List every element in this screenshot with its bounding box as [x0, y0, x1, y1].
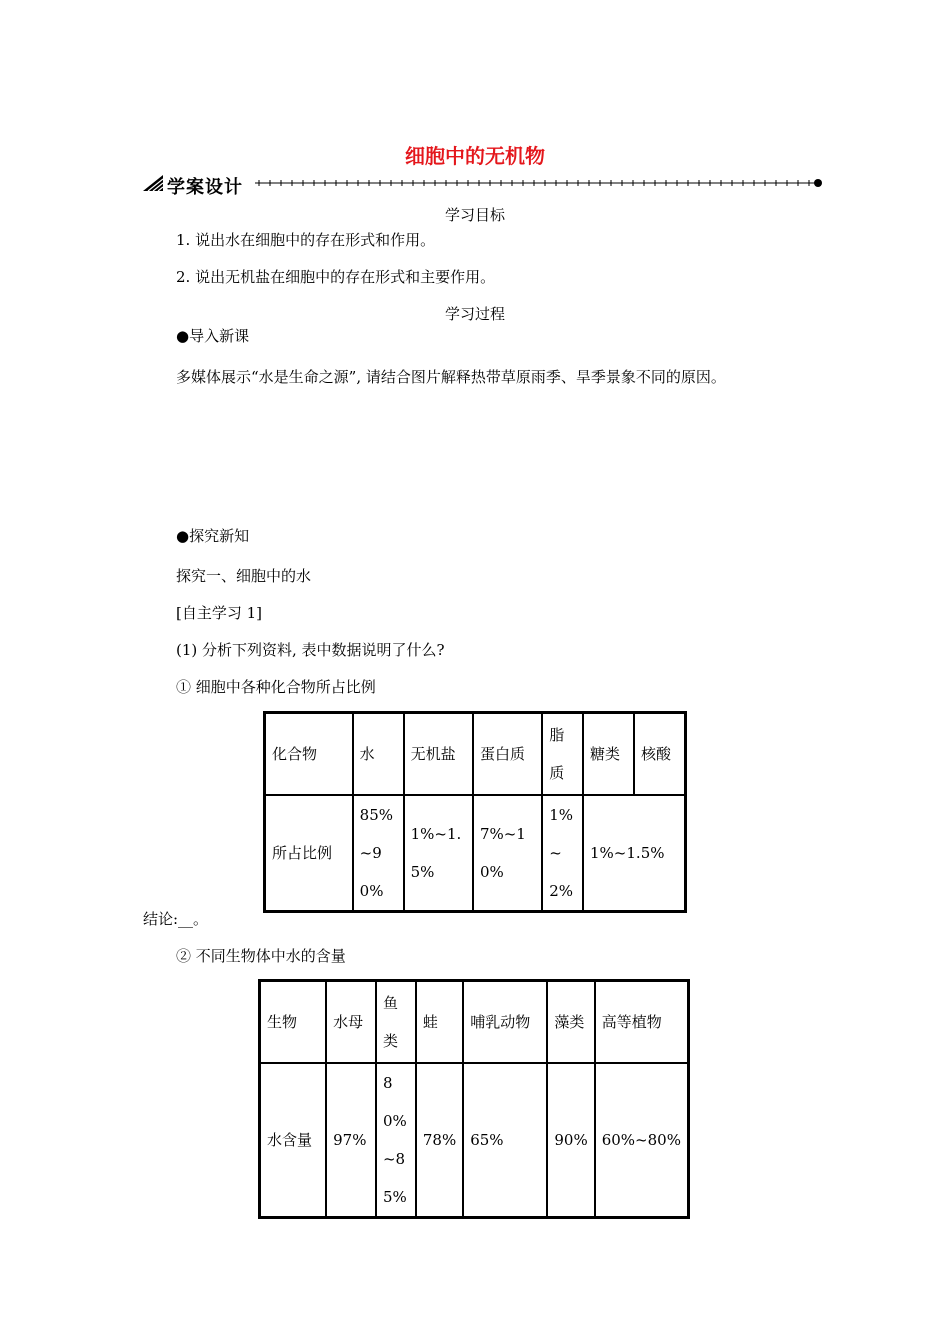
table-header-cell: 核酸 [634, 713, 686, 795]
table-row [265, 713, 686, 795]
table-cell: 7%~10% [473, 795, 542, 912]
table-header-cell: 鱼类 [376, 981, 416, 1063]
table-cell: 85%~90% [353, 795, 404, 912]
conclusion-line: 结论:__。 [143, 910, 209, 928]
intro-text: 多媒体展示“水是生命之源”, 请结合图片解释热带草原雨季、旱季景象不同的原因。 [176, 368, 726, 386]
table-row [260, 981, 689, 1063]
table-header-cell: 蛙 [416, 981, 463, 1063]
table-header-cell: 水母 [326, 981, 376, 1063]
table-cell: 1%~1.5% [583, 795, 685, 912]
table-row [260, 1063, 689, 1218]
table-cell: 78% [416, 1063, 463, 1218]
table-cell: 90% [547, 1063, 594, 1218]
triangle-hatch-icon [143, 175, 163, 191]
table2-caption: ② 不同生物体中水的含量 [176, 947, 346, 965]
table-row-label: 所占比例 [265, 795, 353, 912]
table-row-label: 水含量 [260, 1063, 327, 1218]
water-content-table [258, 979, 690, 1219]
table-cell: 80%~85% [376, 1063, 416, 1218]
table-header-cell: 生物 [260, 981, 327, 1063]
dotted-rule [255, 176, 825, 190]
explore-1: 探究一、细胞中的水 [176, 567, 312, 585]
table-header-cell: 蛋白质 [473, 713, 542, 795]
table1-caption: ① 细胞中各种化合物所占比例 [176, 678, 376, 696]
goal-2: 2. 说出无机盐在细胞中的存在形式和主要作用。 [176, 268, 496, 286]
self-study-label: [自主学习 1] [176, 604, 263, 622]
table-header-cell: 哺乳动物 [463, 981, 547, 1063]
table-header-cell: 糖类 [583, 713, 634, 795]
table-header-cell: 高等植物 [595, 981, 689, 1063]
table-cell: 1%~2% [542, 795, 583, 912]
table-cell: 97% [326, 1063, 376, 1218]
goal-1: 1. 说出水在细胞中的存在形式和作用。 [176, 231, 436, 249]
table-cell: 1%~1.5% [404, 795, 473, 912]
explore-heading: ●探究新知 [176, 527, 250, 545]
table-header-cell: 藻类 [547, 981, 594, 1063]
table-header-cell: 脂质 [542, 713, 583, 795]
intro-heading: ●导入新课 [176, 327, 250, 345]
goals-heading: 学习目标 [444, 206, 505, 224]
page-title: 细胞中的无机物 [405, 144, 545, 168]
section-banner [143, 172, 823, 196]
table-header-cell: 水 [353, 713, 404, 795]
table-cell: 60%~80% [595, 1063, 689, 1218]
table-header-cell: 化合物 [265, 713, 353, 795]
table-row [265, 795, 686, 912]
banner-label: 学案设计 [167, 177, 243, 198]
table-header-cell: 无机盐 [404, 713, 473, 795]
compound-ratio-table [263, 711, 687, 913]
question-1: (1) 分析下列资料, 表中数据说明了什么? [176, 641, 445, 659]
process-heading: 学习过程 [444, 305, 505, 323]
table-cell: 65% [463, 1063, 547, 1218]
